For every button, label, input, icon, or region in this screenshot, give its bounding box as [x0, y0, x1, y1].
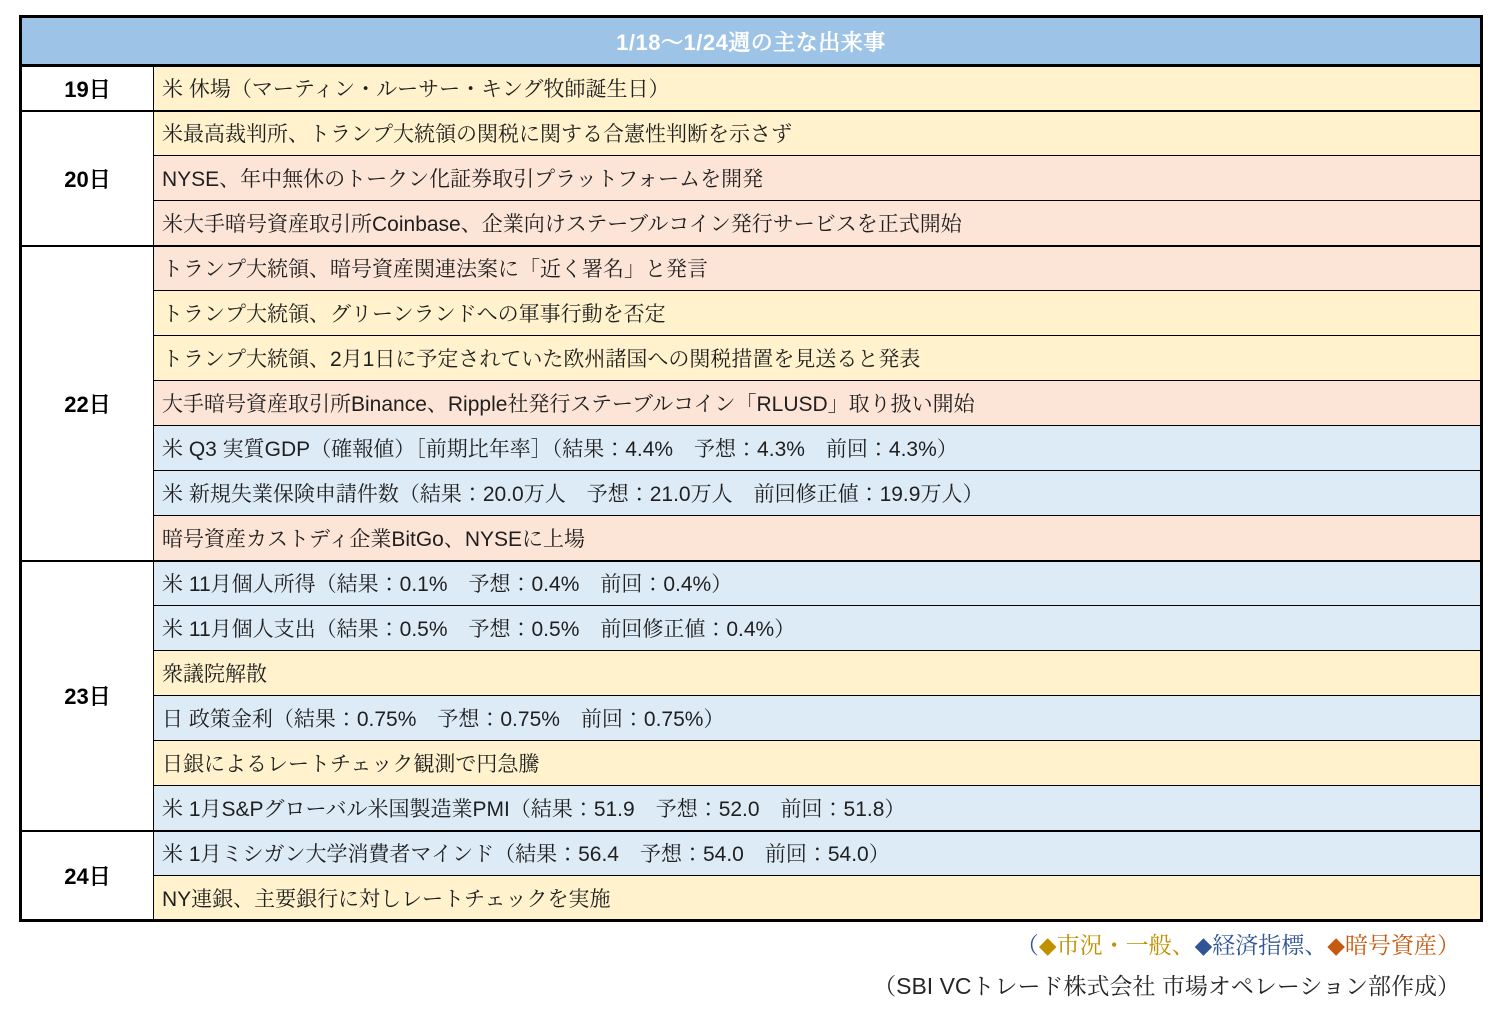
legend-close-paren: ） — [1437, 932, 1460, 958]
table-row — [21, 426, 1482, 471]
event-cell: 大手暗号資産取引所Binance、Ripple社発行ステーブルコイン「RLUSD」取り扱い開始 — [154, 381, 1482, 426]
event-cell: 米 1月ミシガン大学消費者マインド（結果：56.4 予想：54.0 前回：54.0） — [154, 831, 1482, 876]
category-legend — [0, 925, 1460, 965]
table-row — [21, 66, 1482, 111]
table-row — [21, 651, 1482, 696]
event-cell: トランプ大統領、2月1日に予定されていた欧州諸国への関税措置を見送ると発表 — [154, 336, 1482, 381]
event-cell: NYSE、年中無休のトークン化証券取引プラットフォームを開発 — [154, 156, 1482, 201]
event-cell: トランプ大統領、暗号資産関連法案に「近く署名」と発言 — [154, 246, 1482, 291]
legend-label: 市況・一般、 — [1056, 932, 1195, 958]
event-cell: 日銀によるレートチェック観測で円急騰 — [154, 741, 1482, 786]
table-row — [21, 291, 1482, 336]
event-cell: 米 11月個人所得（結果：0.1% 予想：0.4% 前回：0.4%） — [154, 561, 1482, 606]
date-cell: 24日 — [21, 831, 154, 921]
table-row — [21, 471, 1482, 516]
table-row — [21, 516, 1482, 561]
event-cell: 日 政策金利（結果：0.75% 予想：0.75% 前回：0.75%） — [154, 696, 1482, 741]
table-row — [21, 831, 1482, 876]
category-diamond-icon: ◆ — [1038, 932, 1057, 958]
events-table-body — [21, 66, 1482, 921]
legend-label: 暗号資産 — [1345, 932, 1437, 958]
category-diamond-icon: ◆ — [1194, 932, 1213, 958]
date-cell: 20日 — [21, 111, 154, 246]
table-row — [21, 156, 1482, 201]
event-cell: 米 11月個人支出（結果：0.5% 予想：0.5% 前回修正値：0.4%） — [154, 606, 1482, 651]
event-cell: 暗号資産カストディ企業BitGo、NYSEに上場 — [154, 516, 1482, 561]
table-row — [21, 876, 1482, 921]
table-row — [21, 201, 1482, 246]
table-row — [21, 336, 1482, 381]
table-row — [21, 786, 1482, 831]
event-cell: NY連銀、主要銀行に対しレートチェックを実施 — [154, 876, 1482, 921]
table-row — [21, 246, 1482, 291]
category-diamond-icon: ◆ — [1327, 932, 1345, 958]
table-row — [21, 741, 1482, 786]
legend-label: 経済指標、 — [1212, 932, 1328, 958]
date-cell: 23日 — [21, 561, 154, 831]
table-header-row — [21, 17, 1482, 66]
table-row — [21, 696, 1482, 741]
event-cell: 米 休場（マーティン・ルーサー・キング牧師誕生日） — [154, 66, 1482, 111]
table-row — [21, 381, 1482, 426]
table-row — [21, 561, 1482, 606]
table-title: 1/18～1/24週の主な出来事 — [21, 17, 1482, 66]
event-cell: 米大手暗号資産取引所Coinbase、企業向けステーブルコイン発行サービスを正式開始 — [154, 201, 1482, 246]
legend-open-paren: （ — [1015, 932, 1039, 958]
event-cell: 米 新規失業保険申請件数（結果：20.0万人 予想：21.0万人 前回修正値：19.9万人） — [154, 471, 1482, 516]
event-cell: 米 Q3 実質GDP（確報値）［前期比年率］（結果：4.4% 予想：4.3% 前回：4.3%） — [154, 426, 1482, 471]
event-cell: トランプ大統領、グリーンランドへの軍事行動を否定 — [154, 291, 1482, 336]
table-row — [21, 606, 1482, 651]
date-cell: 22日 — [21, 246, 154, 561]
event-cell: 衆議院解散 — [154, 651, 1482, 696]
table-row — [21, 111, 1482, 156]
attribution: （SBI VCトレード株式会社 市場オペレーション部作成） — [873, 973, 1460, 999]
event-cell: 米 1月S&Pグローバル米国製造業PMI（結果：51.9 予想：52.0 前回：51.8） — [154, 786, 1482, 831]
weekly-events-table — [19, 15, 1483, 922]
date-cell: 19日 — [21, 66, 154, 111]
event-cell: 米最高裁判所、トランプ大統領の関税に関する合憲性判断を示さず — [154, 111, 1482, 156]
footer — [0, 925, 1502, 1007]
